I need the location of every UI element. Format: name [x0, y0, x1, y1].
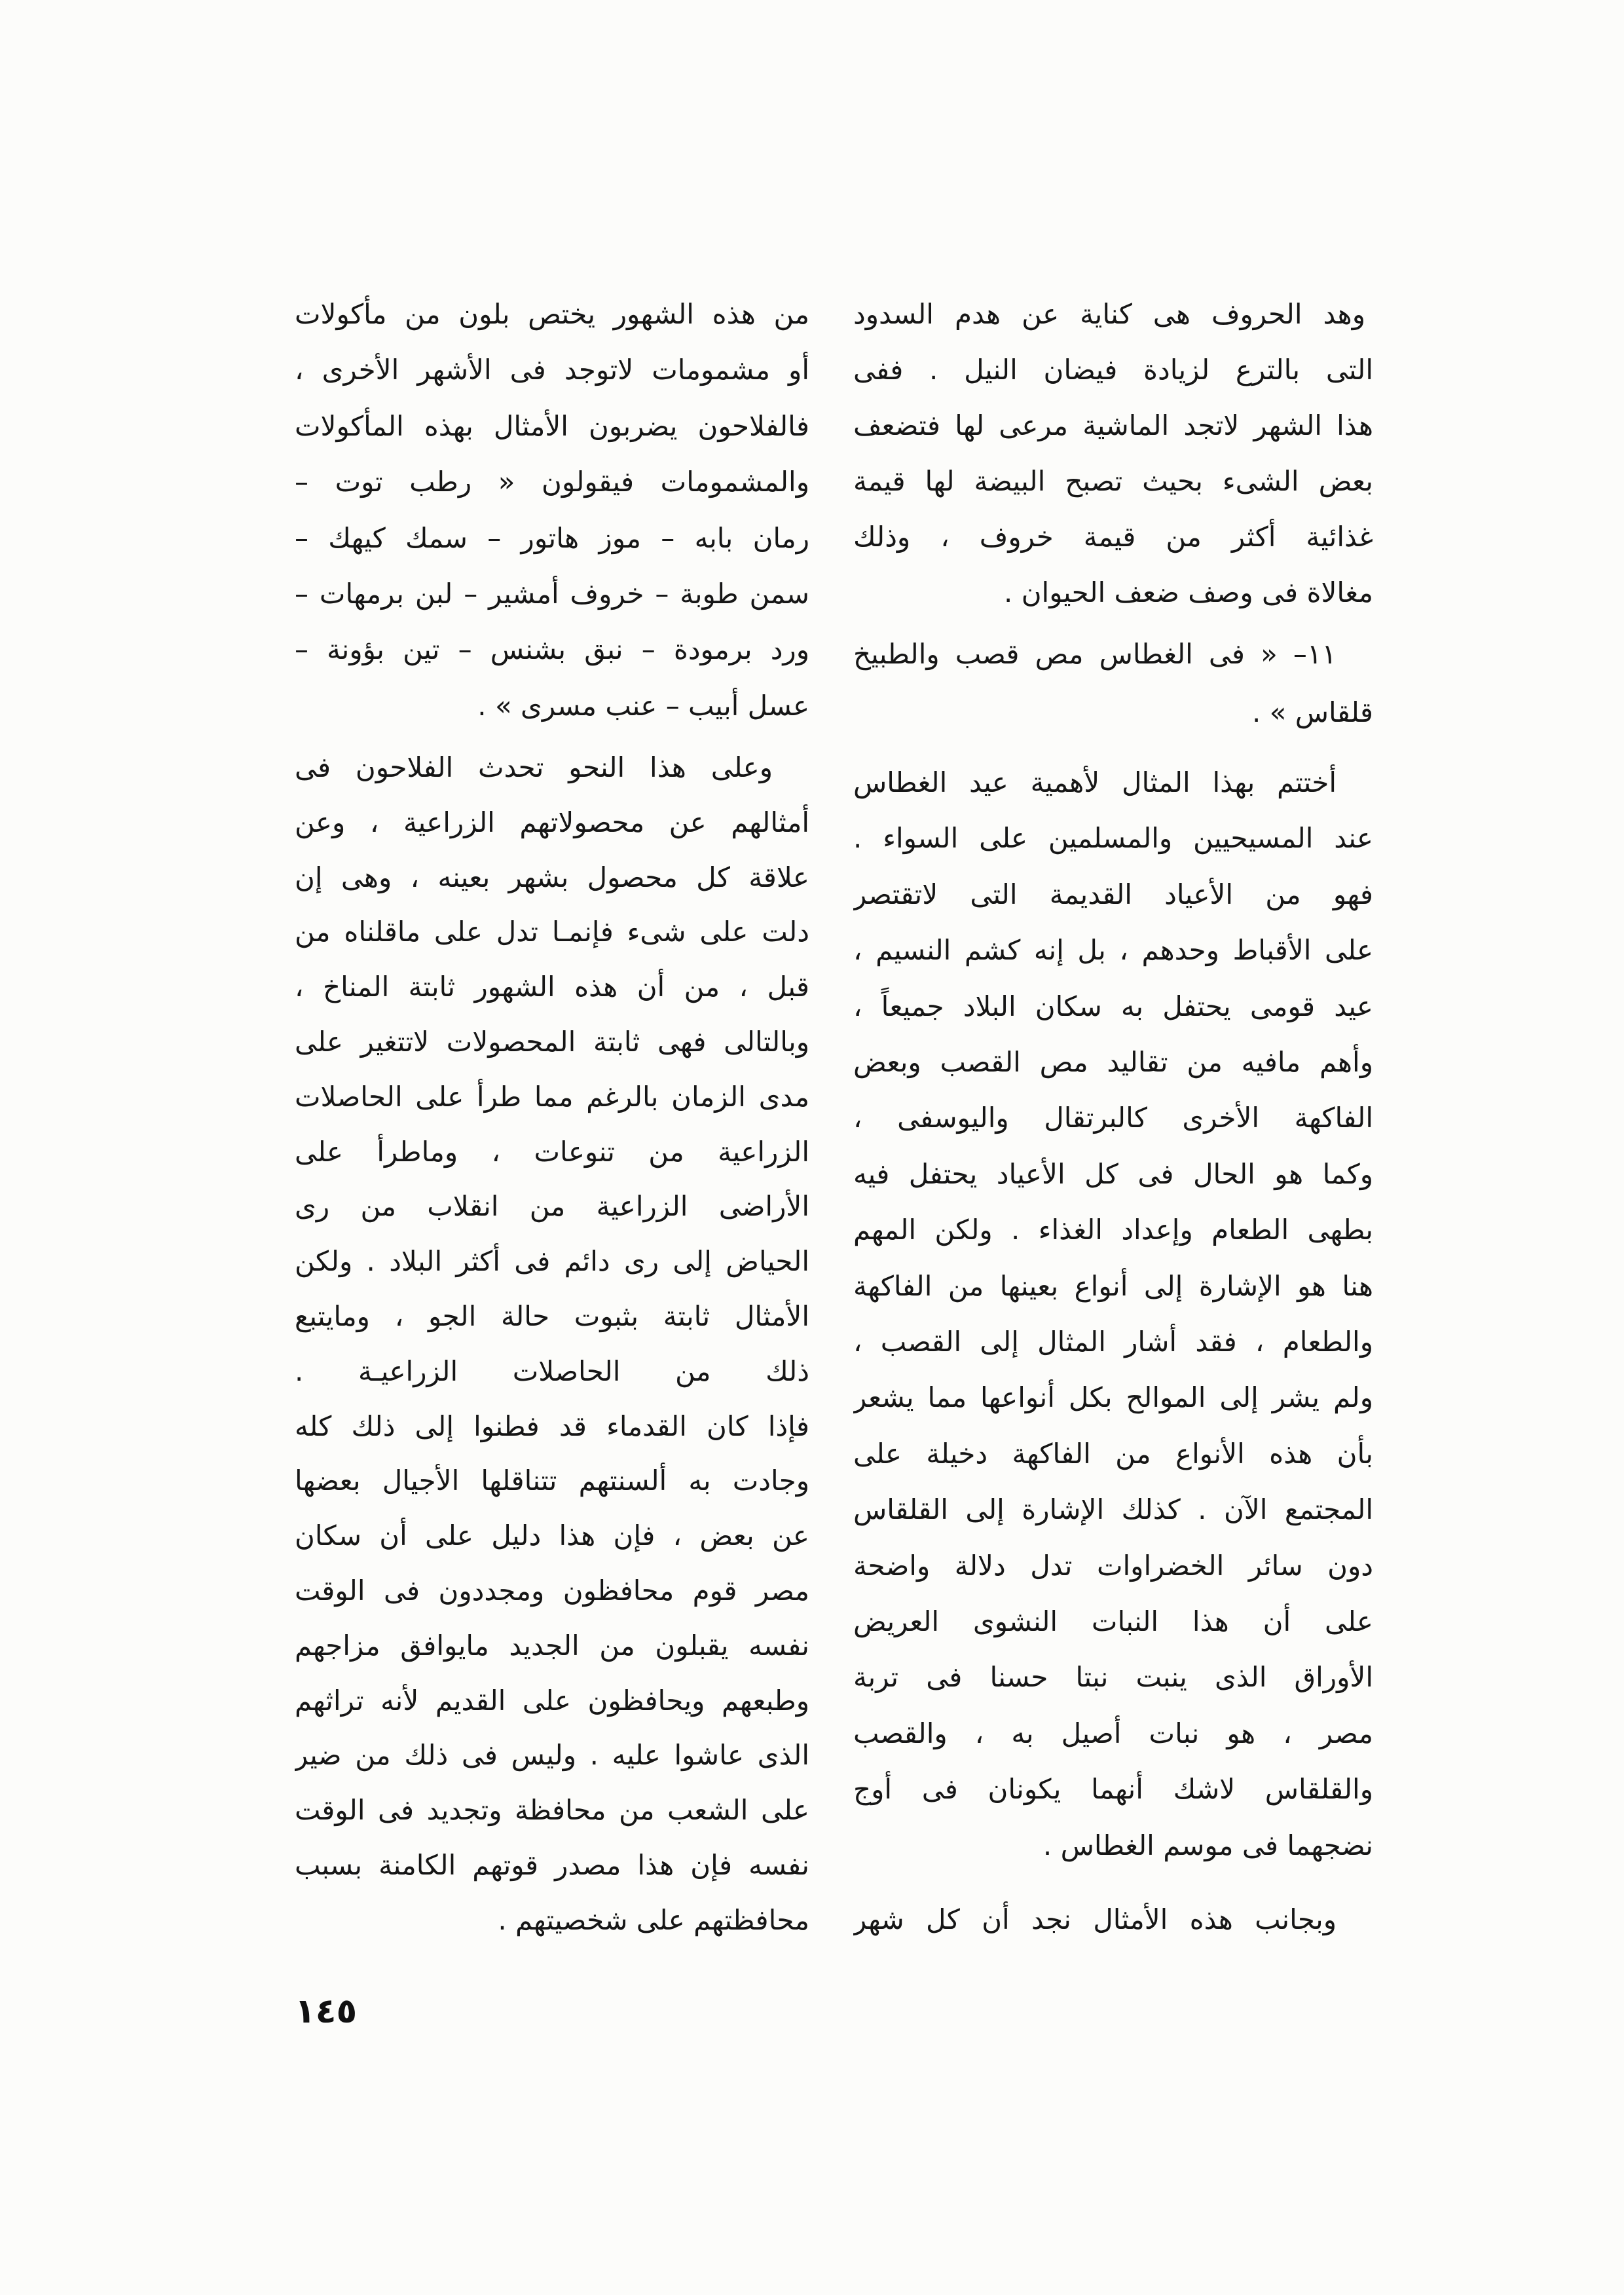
text-line: على أن هذا النبات النشوى العريض [853, 1605, 1373, 1637]
text-line: نضجهما فى موسم الغطاس . [1043, 1829, 1373, 1861]
text-line: على الأقباط وحدهم ، بل إنه كشم النسيم ، [853, 934, 1373, 966]
text-line: ولم يشر إلى الموالح بكل أنواعها مما يشعر [853, 1381, 1373, 1413]
text-line: على الشعب من محافظة وتجديد فى الوقت [295, 1794, 809, 1826]
text-line: عيد قومى يحتفل به سكان البلاد جميعاً ، [853, 990, 1373, 1022]
page-number: ١٤٥ [295, 1992, 358, 2031]
text-line: أو مشمومات لاتوجد فى الأشهر الأخرى ، [295, 354, 809, 386]
text-line: والطعام ، فقد أشار المثال إلى القصب ، [853, 1326, 1373, 1358]
text-line: الزراعية من تنوعات ، وماطرأ على [295, 1136, 809, 1168]
text-line: أمثالهم عن محصولاتهم الزراعية ، وعن [295, 806, 809, 838]
text-line: مصر ، هو نبات أصيل به ، والقصب [853, 1717, 1373, 1749]
text-line: مدى الزمان بالرغم مما طرأ على الحاصلات [295, 1081, 809, 1113]
text-line: وعلى هذا النحو تحدث الفلاحون فى [295, 751, 773, 783]
text-line: دون سائر الخضراوات تدل دلالة واضحة [853, 1550, 1373, 1582]
text-line: وطبعهم ويحافظون على القديم لأنه تراثهم [295, 1685, 809, 1717]
text-line: قبل ، من أن هذه الشهور ثابتة المناخ ، [295, 971, 809, 1003]
text-line: الذى عاشوا عليه . وليس فى ذلك من ضير [295, 1739, 809, 1771]
text-line: قلقاس » . [1251, 696, 1373, 728]
text-line: والقلقاس لاشك أنهما يكونان فى أوج [853, 1773, 1373, 1805]
text-line: الأوراق الذى ينبت نبتا حسنا فى تربة [853, 1661, 1373, 1693]
text-line: ورد برمودة – نبق بشنس – تين بؤونة – [295, 633, 809, 665]
text-line: من هذه الشهور يختص بلون من مأكولات [295, 298, 809, 330]
text-line: نفسه فإن هذا مصدر قوتهم الكامنة بسبب [295, 1849, 809, 1881]
right-column [853, 0, 1373, 2295]
text-line: الحياض إلى رى دائم فى أكثر البلاد . ولكن [295, 1245, 809, 1277]
text-line: عسل أبيب – عنب مسرى » . [477, 690, 809, 722]
text-line: ذلك من الحاصلات الزراعيـة . [295, 1355, 809, 1387]
text-line: عند المسيحيين والمسلمين على السواء . [853, 822, 1373, 854]
text-line: وبجانب هذه الأمثال نجد أن كل شهر [853, 1903, 1337, 1935]
text-line: دلت على شىء فإنمـا تدل على ماقلناه من [295, 916, 809, 948]
text-line: محافظتهم على شخصيتهم . [498, 1904, 809, 1936]
text-line: نفسه يقبلون من الجديد مايوافق مزاجهم [295, 1630, 809, 1662]
text-line: وأهم مافيه من تقاليد مص القصب وبعض [853, 1046, 1373, 1078]
text-line: رمان بابه – موز هاتور – سمك كيهك – [295, 522, 809, 554]
text-line: وهد الحروف هى كناية عن هدم السدود [853, 298, 1365, 330]
text-line: الأراضى الزراعية من انقلاب من رى [295, 1190, 809, 1222]
text-line: مغالاة فى وصف ضعف الحيوان . [1004, 576, 1373, 608]
text-line: وبالتالى فهى ثابتة المحصولات لاتتغير على [295, 1026, 809, 1058]
text-line: وكما هو الحال فى كل الأعياد يحتفل فيه [853, 1158, 1373, 1190]
text-line: وجادت به ألسنتهم تتناقلها الأجيال بعضها [295, 1465, 809, 1497]
text-line: مصر قوم محافظون ومجددون فى الوقت [295, 1575, 809, 1607]
text-line: بطهى الطعام وإعداد الغذاء . ولكن المهم [853, 1214, 1373, 1246]
text-line: الفاكهة الأخرى كالبرتقال واليوسفى ، [853, 1102, 1373, 1134]
text-line: والمشمومات فيقولون « رطب توت – [295, 466, 809, 498]
text-line: المجتمع الآن . كذلك الإشارة إلى القلقاس [853, 1493, 1373, 1525]
text-line: هذا الشهر لاتجد الماشية مرعى لها فتضعف [853, 409, 1373, 441]
text-line: فالفلاحون يضربون الأمثال بهذه المأكولات [295, 410, 809, 442]
text-line: الأمثال ثابتة بثبوت حالة الجو ، ومايتبع [295, 1300, 809, 1332]
text-line: غذائية أكثر من قيمة خروف ، وذلك [853, 521, 1373, 553]
text-line: علاقة كل محصول بشهر بعينه ، وهى إن [295, 861, 809, 893]
text-line: بعض الشىء بحيث تصبح البيضة لها قيمة [853, 465, 1373, 497]
text-line: عن بعض ، فإن هذا دليل على أن سكان [295, 1520, 809, 1552]
text-line: ١١– « فى الغطاس مص قصب والطبيخ [853, 638, 1337, 670]
left-column [295, 0, 809, 2295]
text-line: سمن طوبة – خروف أمشير – لبن برمهات – [295, 578, 809, 610]
text-line: أختتم بهذا المثال لأهمية عيد الغطاس [853, 766, 1337, 798]
text-line: فإذا كان القدماء قد فطنوا إلى ذلك كله [295, 1410, 809, 1442]
text-line: فهو من الأعياد القديمة التى لاتقتصر [853, 878, 1373, 910]
text-line: بأن هذه الأنواع من الفاكهة دخيلة على [853, 1438, 1373, 1470]
text-line: هنا هو الإشارة إلى أنواع بعينها من الفاكهة [853, 1270, 1373, 1302]
text-line: التى بالترع لزيادة فيضان النيل . ففى [853, 354, 1373, 386]
